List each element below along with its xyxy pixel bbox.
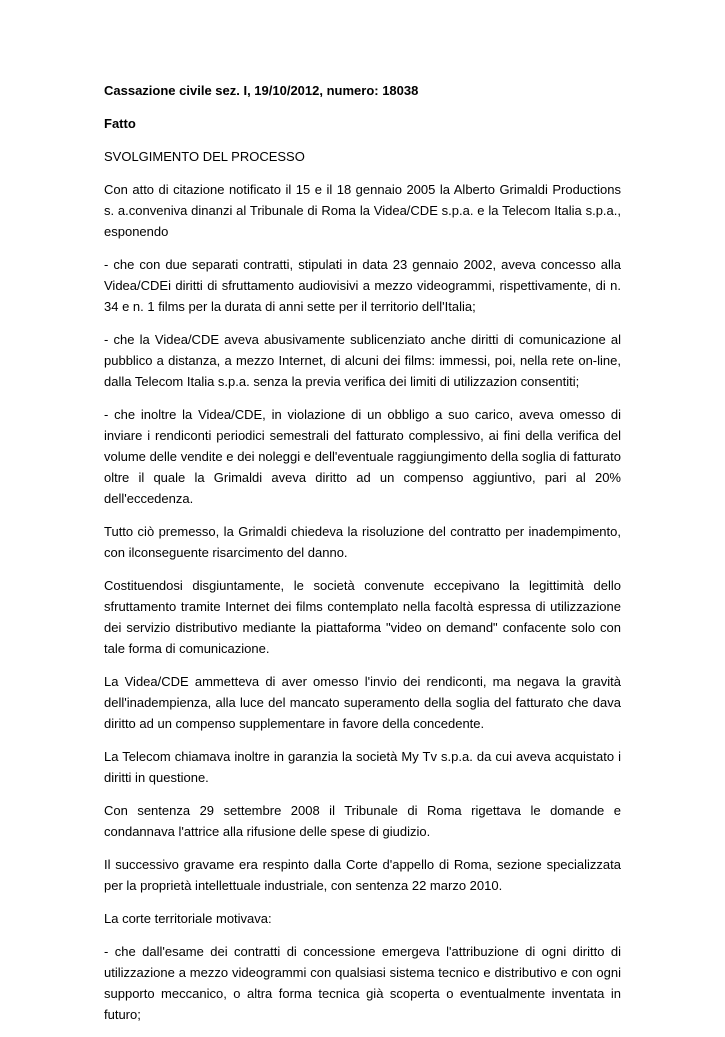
paragraph: Con atto di citazione notificato il 15 e il 18 gennaio 2005 la Alberto Grimaldi Productions s. a.conveniva dinanzi al Tribunale di Roma la Videa/CDE s.p.a. e la Telecom Italia s.p.a., esponendo	[104, 182, 621, 239]
paragraph: Con sentenza 29 settembre 2008 il Tribunale di Roma rigettava le domande e condannava l'attrice alla rifusione delle spese di giudizio.	[104, 803, 621, 839]
paragraph: Tutto ciò premesso, la Grimaldi chiedeva la risoluzione del contratto per inadempimento, con ilconseguente risarcimento del danno.	[104, 524, 621, 560]
paragraph: Costituendosi disgiuntamente, le società convenute eccepivano la legittimità dello sfruttamento tramite Internet dei films contemplato nella facoltà espressa di utilizzazione dei servizio distributivo mediante la piattaforma "video on demand" confacente solo con tale forma di comunicazione.	[104, 578, 621, 656]
paragraph: - che dall'esame dei contratti di concessione emergeva l'attribuzione di ogni diritto di utilizzazione a mezzo videogrammi con qualsiasi sistema tecnico e distributivo e con ogni supporto meccanico, o altra forma tecnica già scoperta o eventualmente inventata in futuro;	[104, 944, 621, 1022]
paragraph: Il successivo gravame era respinto dalla Corte d'appello di Roma, sezione specializzata per la proprietà intellettuale industriale, con sentenza 22 marzo 2010.	[104, 857, 621, 893]
subsection-heading: SVOLGIMENTO DEL PROCESSO	[104, 149, 305, 164]
paragraph: La corte territoriale motivava:	[104, 911, 272, 926]
paragraph: La Telecom chiamava inoltre in garanzia la società My Tv s.p.a. da cui aveva acquistato i diritti in questione.	[104, 749, 621, 785]
paragraph: - che con due separati contratti, stipulati in data 23 gennaio 2002, aveva concesso alla Videa/CDEi diritti di sfruttamento audiovisivi a mezzo videogrammi, rispettivamente, di n. 34 e n. 1 films per la durata di anni sette per il territorio dell'Italia;	[104, 257, 621, 314]
document-title: Cassazione civile sez. I, 19/10/2012, numero: 18038	[104, 83, 419, 98]
paragraph: - che inoltre la Videa/CDE, in violazione di un obbligo a suo carico, aveva omesso di inviare i rendiconti periodici semestrali del fatturato complessivo, ai fini della verifica del volume delle vendite e dei noleggi e dell'eventuale raggiungimento della soglia di fatturato oltre il quale la Grimaldi aveva diritto ad un compenso aggiuntivo, pari al 20% dell'eccedenza.	[104, 407, 621, 506]
paragraph: - che la Videa/CDE aveva abusivamente sublicenziato anche diritti di comunicazione al pubblico a distanza, a mezzo Internet, di alcuni dei films: immessi, poi, nella rete on-line, dalla Telecom Italia s.p.a. senza la previa verifica dei limiti di utilizzazion consentiti;	[104, 332, 621, 389]
section-heading: Fatto	[104, 116, 136, 131]
paragraph: La Videa/CDE ammetteva di aver omesso l'invio dei rendiconti, ma negava la gravità dell'inadempienza, alla luce del mancato superamento della soglia del fatturato che dava diritto ad un compenso supplementare in favore della concedente.	[104, 674, 621, 731]
document-page	[104, 80, 621, 1037]
